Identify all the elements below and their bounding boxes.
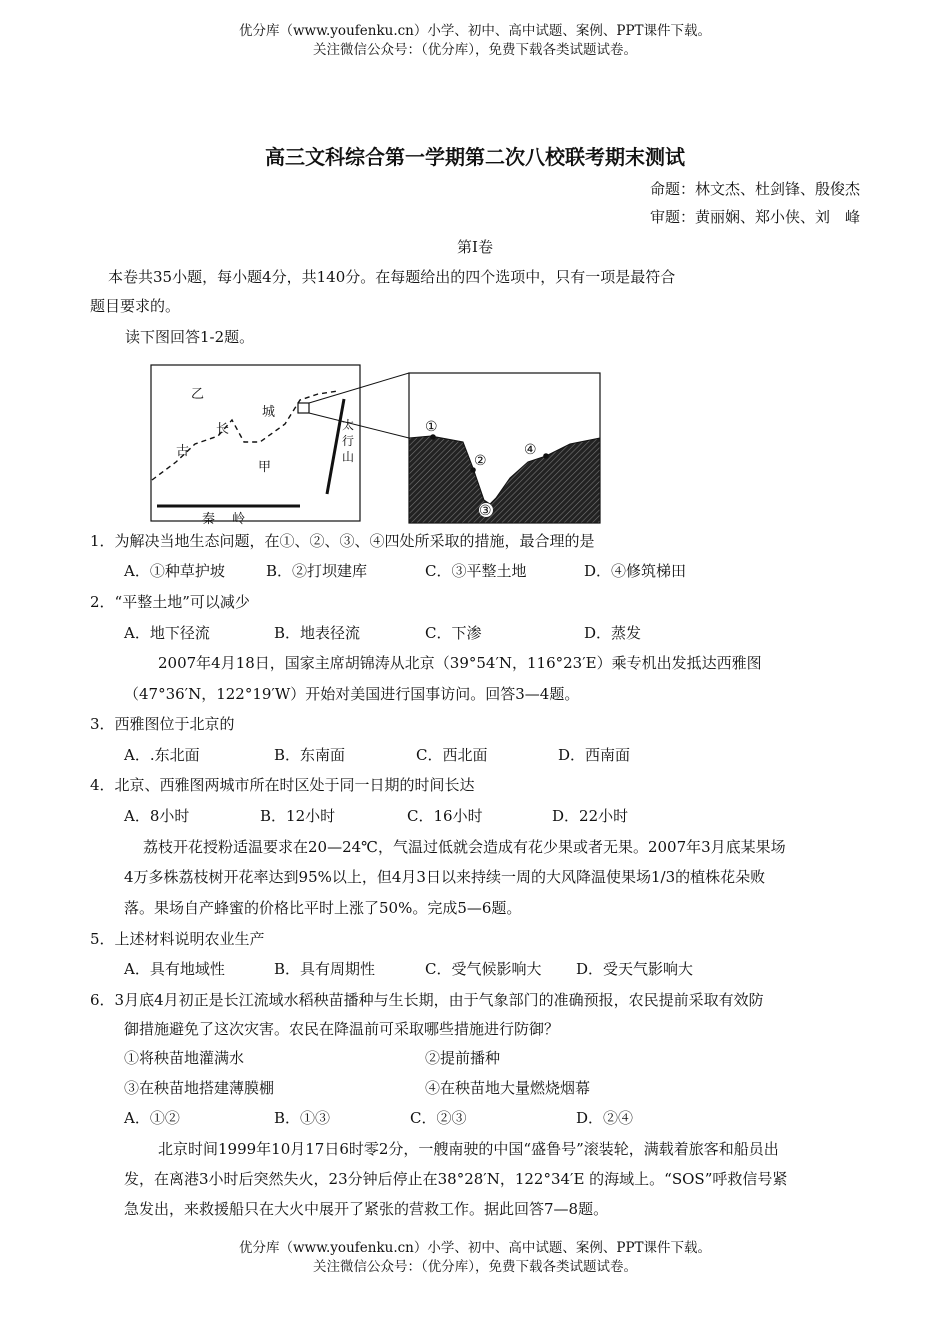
label-gu: 古	[176, 443, 190, 458]
q6-stem-line-1: 6．3月底4月初正是长江流域水稻秧苗播种与生长期，由于气象部门的准确预报，农民提前采取有效防	[90, 991, 764, 1009]
passage-5-line-1: 荔枝开花授粉适温要求在20—24℃，气温过低就会造成有花少果或者无果。2007年3月底某果场	[143, 838, 786, 856]
q1-option-b: B．②打坝建库	[266, 562, 368, 580]
q4-option-a: A．8小时	[124, 807, 190, 825]
label-point-1: ①	[425, 420, 438, 435]
exam-title: 高三文科综合第一学期第二次八校联考期末测试	[265, 145, 685, 169]
passage-3-line-1: 2007年4月18日，国家主席胡锦涛从北京（39°54′N，116°23′E）乘专机出发抵达西雅图	[158, 654, 762, 672]
passage-3-line-2: （47°36′N，122°19′W）开始对美国进行国事访问。回答3—4题。	[124, 685, 580, 703]
header-line-2: 关注微信公众号：（优分库），免费下载各类试题试卷。	[313, 42, 637, 58]
intro-line-1: 本卷共35小题，每小题4分，共140分。在每题给出的四个选项中，只有一项是最符合	[108, 268, 676, 286]
label-qinling-1: 秦	[202, 511, 216, 526]
passage-7-line-2: 发，在离港3小时后突然失火，23分钟后停止在38°28′N，122°34′E 的海域上。“SOS”呼救信号紧	[124, 1170, 788, 1188]
q4-option-c: C．16小时	[407, 807, 483, 825]
q6-measure-3: ③在秧苗地搭建薄膜棚	[124, 1079, 275, 1097]
q1-option-a: A．①种草护坡	[124, 562, 225, 580]
q6-option-c: C．②③	[410, 1109, 467, 1127]
label-jia: 甲	[258, 459, 272, 474]
q4-option-d: D．22小时	[552, 807, 629, 825]
q2-stem: 2．“平整土地”可以减少	[90, 593, 250, 611]
q1-option-c: C．③平整土地	[425, 562, 527, 580]
q3-option-b: B．东南面	[274, 746, 346, 764]
passage-7-line-3: 急发出，来救援船只在大火中展开了紧张的营救工作。据此回答7—8题。	[124, 1200, 609, 1218]
q6-option-d: D．②④	[576, 1109, 634, 1127]
label-cheng: 城	[262, 404, 276, 419]
q5-option-c: C．受气候影响大	[425, 960, 542, 978]
point-4-dot	[543, 453, 549, 459]
label-qinling-2: 岭	[232, 511, 246, 526]
passage-5-line-3: 落。果场自产蜂蜜的价格比平时上涨了50%。完成5—6题。	[124, 899, 522, 917]
exam-authors: 命题：林文杰、杜剑锋、殷俊杰	[649, 180, 860, 198]
q5-option-b: B．具有周期性	[274, 960, 376, 978]
q6-measure-4: ④在秧苗地大量燃烧烟幕	[425, 1079, 591, 1097]
q2-option-d: D．蒸发	[584, 624, 642, 642]
label-point-4: ④	[524, 443, 537, 458]
q5-option-a: A．具有地域性	[124, 960, 225, 978]
q2-option-a: A．地下径流	[124, 624, 210, 642]
intro-line-2: 题目要求的。	[90, 297, 181, 315]
q6-stem-line-2: 御措施避免了这次灾害。农民在降温前可采取哪些措施进行防御？	[124, 1020, 560, 1038]
q4-option-b: B．12小时	[260, 807, 336, 825]
q6-measure-1: ①将秧苗地灌满水	[124, 1049, 245, 1067]
passage-7-line-1: 北京时间1999年10月17日6时零2分，一艘南驶的中国“盛鲁号”滚装轮，满载着旅客和船员出	[158, 1140, 779, 1158]
q3-option-d: D．西南面	[558, 746, 631, 764]
header-line-1: 优分库（www.youfenku.cn）小学、初中、高中试题、案例、PPT课件下载。	[238, 23, 712, 39]
label-taihang-1: 太	[342, 418, 355, 432]
q3-option-c: C．西北面	[416, 746, 488, 764]
q6-option-a: A．①②	[124, 1109, 180, 1127]
footer-line-1: 优分库（www.youfenku.cn）小学、初中、高中试题、案例、PPT课件下载。	[238, 1240, 712, 1256]
q6-option-b: B．①③	[274, 1109, 331, 1127]
q1-stem: 1．为解决当地生态问题，在①、②、③、④四处所采取的措施，最合理的是	[90, 532, 595, 550]
q2-option-c: C．下渗	[425, 624, 482, 642]
q2-option-b: B．地表径流	[274, 624, 361, 642]
footer-line-2: 关注微信公众号：（优分库），免费下载各类试题试卷。	[313, 1259, 637, 1275]
label-chang: 长	[216, 421, 230, 436]
inset-box	[298, 403, 309, 413]
label-point-3: ③	[479, 504, 492, 519]
passage-5-line-2: 4万多株荔枝树开花率达到95%以上，但4月3日以来持续一周的大风降温使果场1/3的植株花朵败	[124, 868, 766, 886]
section-title: 第Ⅰ卷	[457, 238, 493, 256]
point-1-dot	[430, 434, 436, 440]
label-taihang-3: 山	[342, 450, 355, 464]
figure-map-profile	[140, 358, 610, 528]
q6-measure-2: ②提前播种	[425, 1049, 501, 1067]
label-yi: 乙	[191, 386, 205, 401]
label-taihang-2: 行	[342, 434, 355, 448]
q3-option-a: A．.东北面	[124, 746, 200, 764]
q5-option-d: D．受天气影响大	[576, 960, 694, 978]
q3-stem: 3．西雅图位于北京的	[90, 715, 235, 733]
q4-stem: 4．北京、西雅图两城市所在时区处于同一日期的时间长达	[90, 776, 475, 794]
exam-reviewers: 审题：黄丽娴、郑小侠、刘 峰	[649, 208, 860, 226]
read-prompt: 读下图回答1-2题。	[125, 328, 255, 346]
label-point-2: ②	[474, 454, 487, 469]
q5-stem: 5．上述材料说明农业生产	[90, 930, 265, 948]
q1-option-d: D．④修筑梯田	[584, 562, 687, 580]
